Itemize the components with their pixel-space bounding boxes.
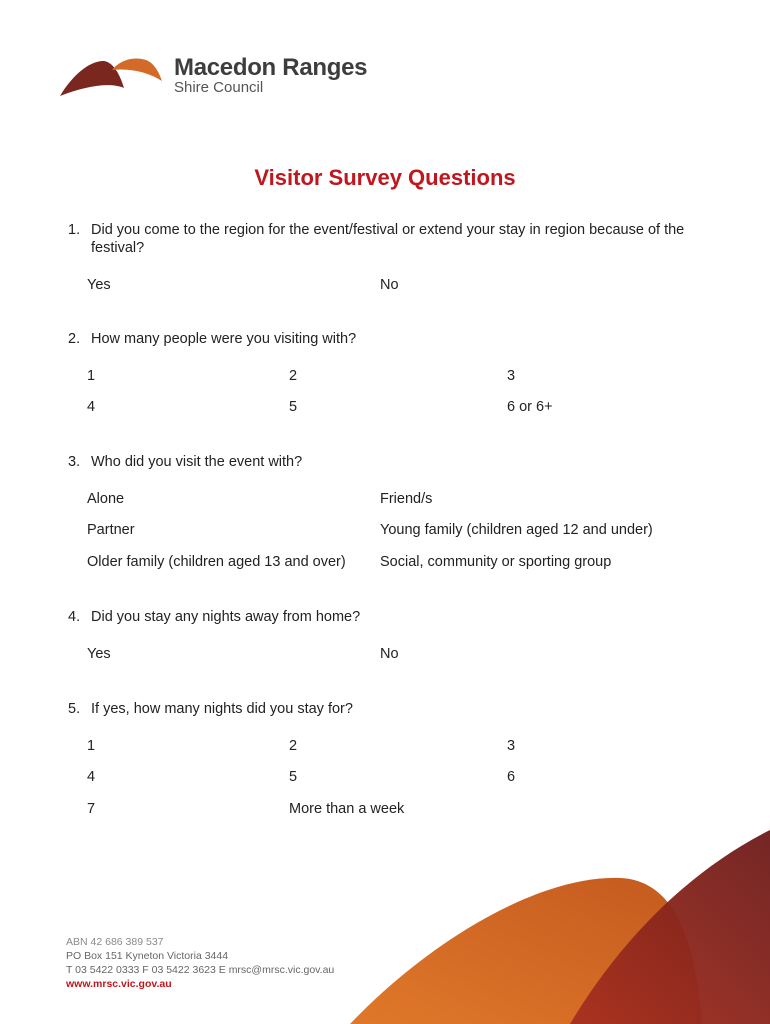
footer-website-link[interactable]: www.mrsc.vic.gov.au <box>66 978 172 990</box>
footer-decoration-icon <box>350 830 770 1024</box>
question-number: 4. <box>68 609 81 625</box>
option-1[interactable]: 1 <box>87 368 96 384</box>
option-yes[interactable]: Yes <box>87 646 111 662</box>
option-3[interactable]: 3 <box>507 738 516 754</box>
option-7[interactable]: 7 <box>87 801 96 817</box>
question-number: 3. <box>68 454 81 470</box>
question-number: 2. <box>68 331 81 347</box>
footer-contact-line: T 03 5422 0333 F 03 5422 3623 E mrsc@mrsc.vic.gov.au <box>66 964 335 976</box>
option-alone[interactable]: Alone <box>87 491 125 507</box>
option-older-family[interactable]: Older family (children aged 13 and over) <box>87 554 346 570</box>
option-1[interactable]: 1 <box>87 738 96 754</box>
footer-address: PO Box 151 Kyneton Victoria 3444 <box>66 950 229 962</box>
option-yes[interactable]: Yes <box>87 277 111 293</box>
option-more-than-a-week[interactable]: More than a week <box>289 801 405 817</box>
option-social-group[interactable]: Social, community or sporting group <box>380 554 612 570</box>
option-young-family[interactable]: Young family (children aged 12 and under) <box>380 522 653 538</box>
logo-title: Macedon Ranges <box>174 54 368 81</box>
question-text: Did you come to the region for the event/festival or extend your stay in region because of the festival? <box>91 222 685 256</box>
option-no[interactable]: No <box>380 646 399 662</box>
option-4[interactable]: 4 <box>87 399 96 415</box>
option-6-or-more[interactable]: 6 or 6+ <box>507 399 553 415</box>
mountain-logo-icon <box>58 56 168 96</box>
option-partner[interactable]: Partner <box>87 522 135 538</box>
footer-abn: ABN 42 686 389 537 <box>66 936 164 948</box>
logo-subtitle: Shire Council <box>174 79 264 96</box>
footer-contact <box>66 935 334 991</box>
option-5[interactable]: 5 <box>289 769 298 785</box>
question-number: 5. <box>68 701 81 717</box>
question-text: If yes, how many nights did you stay for? <box>91 701 353 717</box>
option-no[interactable]: No <box>380 277 399 293</box>
question-number: 1. <box>68 222 81 238</box>
option-2[interactable]: 2 <box>289 368 298 384</box>
page-title: Visitor Survey Questions <box>254 165 516 190</box>
question-text: Who did you visit the event with? <box>91 454 303 470</box>
option-5[interactable]: 5 <box>289 399 298 415</box>
option-friends[interactable]: Friend/s <box>380 491 433 507</box>
option-6[interactable]: 6 <box>507 769 516 785</box>
option-4[interactable]: 4 <box>87 769 96 785</box>
option-2[interactable]: 2 <box>289 738 298 754</box>
option-3[interactable]: 3 <box>507 368 516 384</box>
question-text: How many people were you visiting with? <box>91 331 357 347</box>
question-text: Did you stay any nights away from home? <box>91 609 361 625</box>
